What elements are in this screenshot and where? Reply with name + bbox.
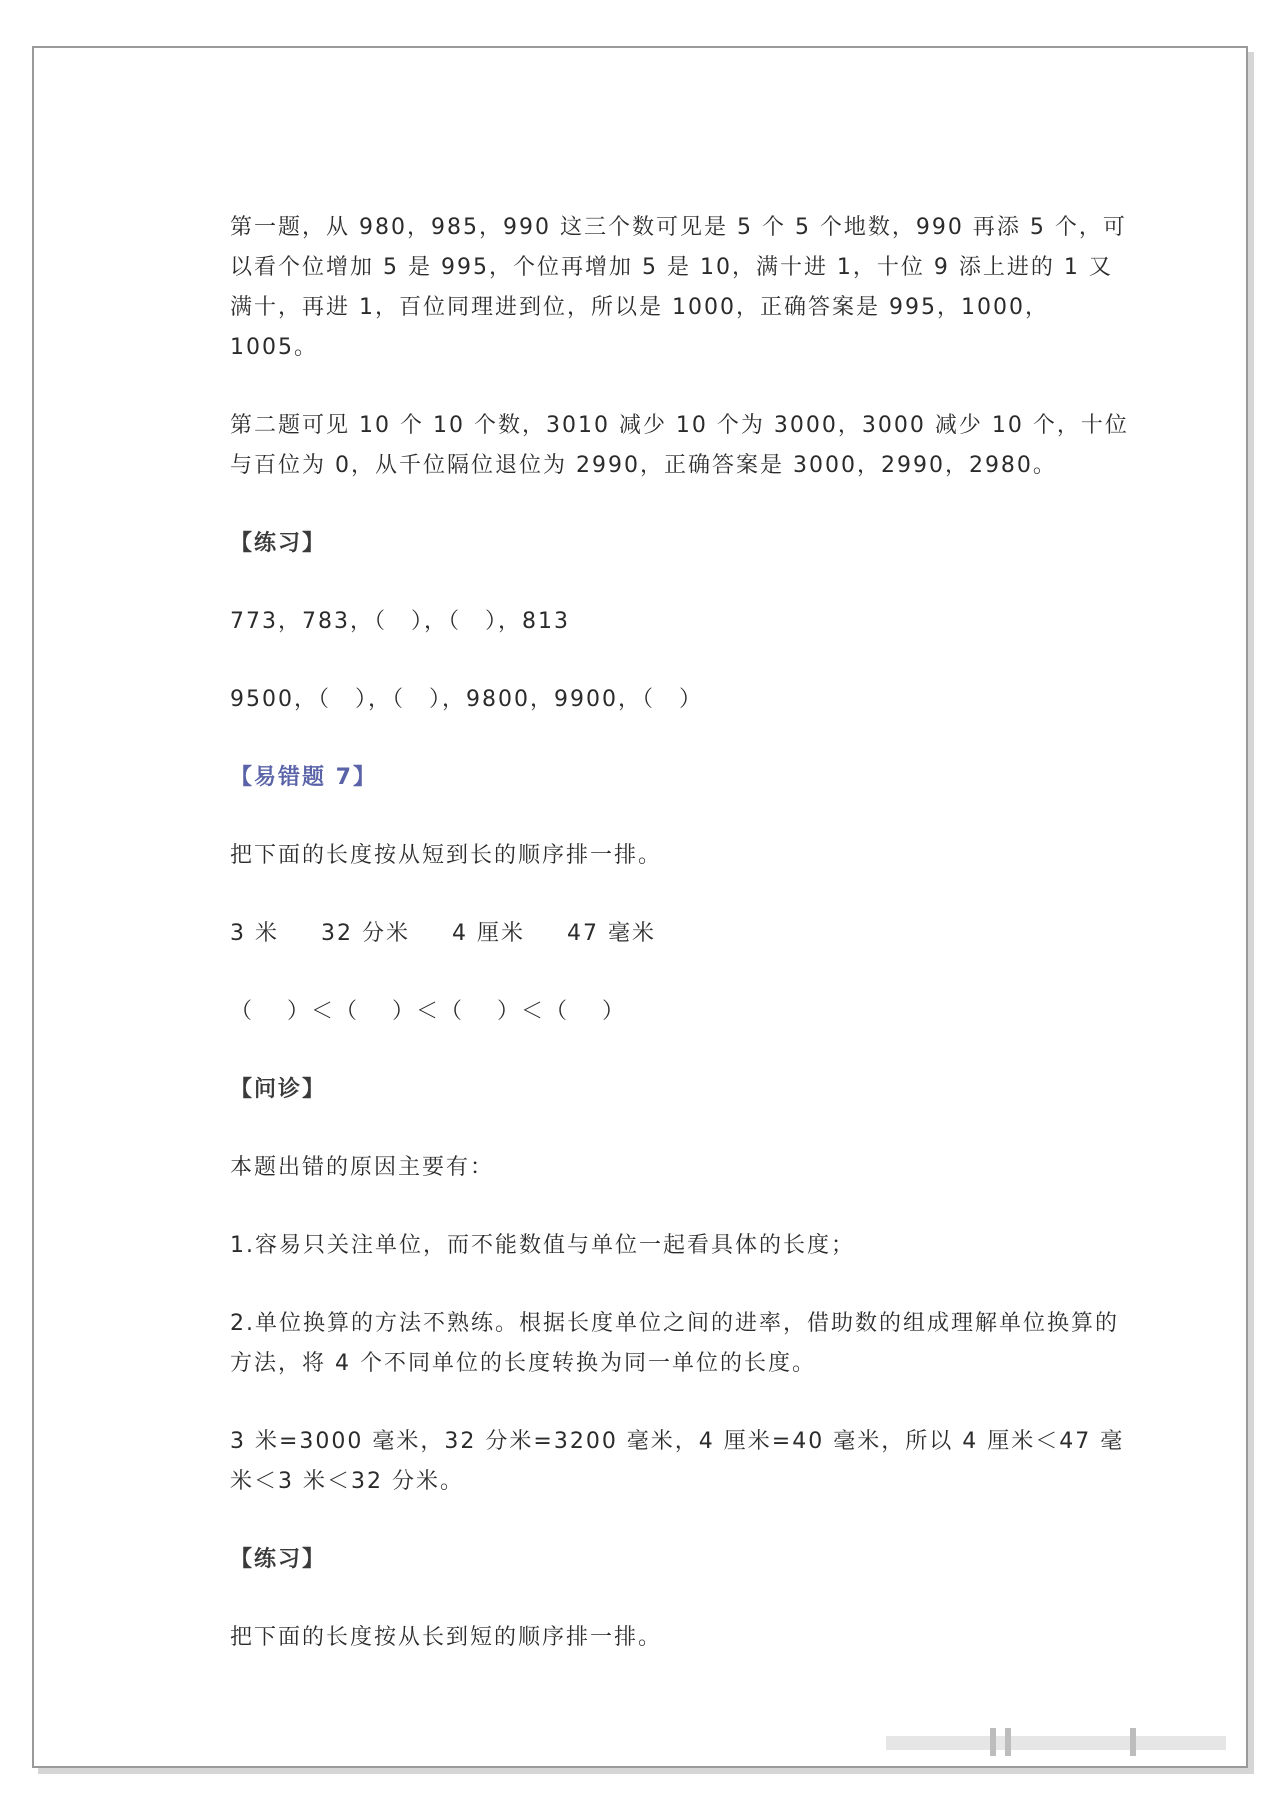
diagnosis-intro: 本题出错的原因主要有：: [230, 1155, 495, 1180]
length-units-list: [230, 914, 1130, 954]
practice-heading: 【练习】: [230, 531, 327, 556]
decoration-tick: [1005, 1728, 1011, 1756]
page-bottom-decoration: [866, 1726, 1246, 1766]
length-unit-item: 47 毫米: [567, 921, 656, 946]
practice-instruction-2: 把下面的长度按从长到短的顺序排一排。: [230, 1625, 663, 1650]
diagnosis-heading: 【问诊】: [230, 1077, 327, 1102]
diagnosis-reason-2: 2.单位换算的方法不熟练。根据长度单位之间的进率，借助数的组成理解单位换算的方法，将 4 个不同单位的长度转换为同一单位的长度。: [230, 1311, 1119, 1376]
decoration-bar: [886, 1736, 1226, 1750]
practice-sequence-2: 9500，（ ），（ ），9800，9900，（ ）: [230, 687, 703, 712]
paragraph-question-1: 第一题，从 980，985，990 这三个数可见是 5 个 5 个地数，990 再添 5 个，可以看个位增加 5 是 995，个位再增加 5 是 10，满十进 1，十位 9 添上进的 1 又满十，再进 1，百位同理进到位，所以是 1000，正确答案是 995，1000，1005。: [230, 215, 1127, 360]
practice-sequence-1: 773，783，（ ），（ ），813: [230, 609, 570, 634]
diagnosis-conversion: 3 米=3000 毫米，32 分米=3200 毫米，4 厘米=40 毫米，所以 4 厘米＜47 毫米＜3 米＜32 分米。: [230, 1429, 1125, 1494]
document-page: [32, 46, 1248, 1768]
diagnosis-reason-1: 1.容易只关注单位，而不能数值与单位一起看具体的长度；: [230, 1233, 855, 1258]
error-question-heading: 【易错题 7】: [230, 765, 377, 790]
answer-blank-line: （ ）＜（ ）＜（ ）＜（ ）: [230, 999, 626, 1024]
document-content: [230, 208, 1130, 1696]
length-unit-item: 3 米: [230, 921, 279, 946]
error-question-instruction: 把下面的长度按从短到长的顺序排一排。: [230, 843, 663, 868]
paragraph-question-2: 第二题可见 10 个 10 个数，3010 减少 10 个为 3000，3000 减少 10 个，十位与百位为 0，从千位隔位退位为 2990，正确答案是 3000，2990，2980。: [230, 413, 1129, 478]
decoration-tick: [1130, 1728, 1136, 1756]
length-unit-item: 32 分米: [321, 921, 410, 946]
decoration-tick: [990, 1728, 996, 1756]
practice-heading-2: 【练习】: [230, 1547, 327, 1572]
length-unit-item: 4 厘米: [452, 921, 525, 946]
